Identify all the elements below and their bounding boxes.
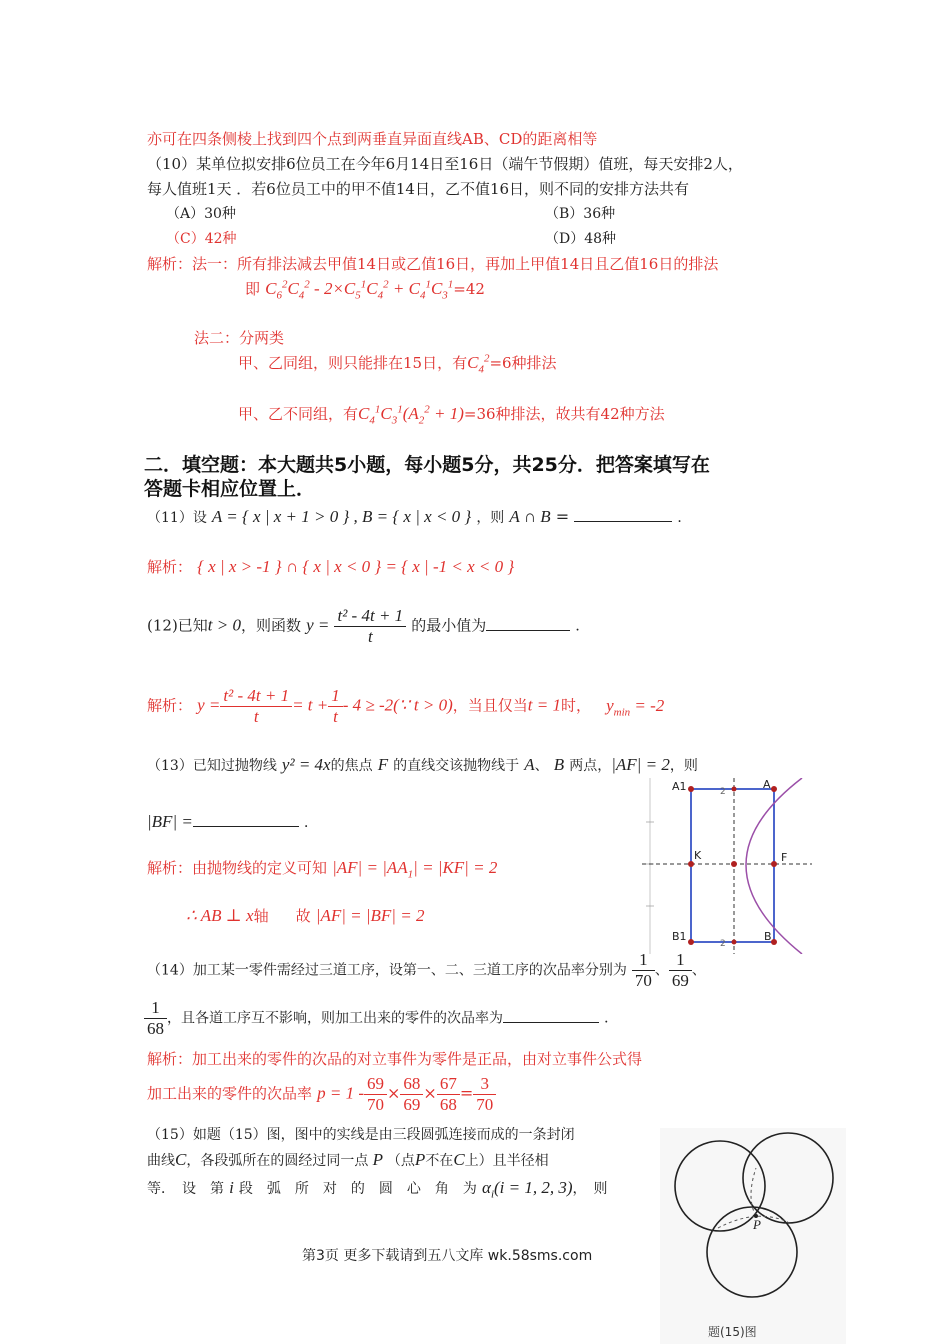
q10-case1: 甲、乙同组，则只能排在15日，有$C_4^2=6$种排法 [238, 352, 557, 376]
q12-solution: 解析： y = $\frac{\text{t² - 4t + 1}}{t}$ = t + $\frac{1}{t}$ - 4 ≥ -2(∵ t > 0)，当且仅当t = 1时， $y_{min} = -2$ [147, 686, 665, 726]
q10-option-c: （C）42种 [166, 231, 237, 247]
q11-stem: （11）设 A = { x | x + 1 > 0 } , B = { x | x < 0 } ，则 A ∩ B = ． [147, 507, 692, 526]
q13-solution-line2: ∴ AB ⊥ x轴 故 |AF| = |BF| = 2 [186, 906, 425, 925]
label-f: F [781, 851, 788, 864]
q13-solution-line1: 解析：由抛物线的定义可知 $|AF| = |AA_1| = |KF| = 2$ [147, 858, 498, 881]
q14-sol-line2-text: 加工出来的零件的次品率 [147, 1084, 313, 1103]
q11-solution: 解析： { x | x > -1 } ∩ { x | x < 0 } = { x | -1 < x < 0 } [147, 557, 515, 576]
label-b: B [764, 930, 772, 943]
q13-prefix: （13）已知过抛物线 [147, 758, 277, 774]
q14-line2-text: ，且各道工序互不影响，则加工出来的零件的次品率为 [167, 1010, 503, 1027]
q13-end: ． [303, 815, 318, 831]
q15-line2d: 不在 [425, 1153, 454, 1169]
q15-line3: 等． 设 第 i 段 弧 所 对 的 圆 心 角 为 $\alpha_i(i = 1$, 2, 3)， 则 [147, 1178, 608, 1201]
label-2-top: 2 [720, 787, 726, 797]
q11-end: ． [677, 510, 692, 526]
q11-prefix: （11）设 [147, 510, 207, 526]
q15-line2c: （点 [386, 1153, 415, 1169]
q13-stem: （13）已知过抛物线 y² = 4x的焦点 F 的直线交该抛物线于 A、 B 两点，|AF| = 2，则 [147, 755, 698, 774]
q15-line3c: ， 则 [572, 1181, 608, 1197]
q10-option-b: （B）36种 [545, 206, 616, 222]
q15-three-circles-figure [660, 1128, 846, 1344]
q15-line2a: 曲线 [147, 1153, 175, 1169]
q15-figure-caption: 题(15)图 [708, 1325, 757, 1339]
q12-sol-time: 时， [560, 696, 591, 715]
q11-then: ，则 [476, 510, 505, 526]
section2-heading-line1: 二．填空题：本大题共5小题，每小题5分，共25分．把答案填写在 [144, 454, 710, 476]
q12-sol-when: ，当且仅当 [452, 696, 528, 715]
label-a: A [763, 778, 771, 791]
q13-then: ，则 [669, 758, 698, 774]
q13-answer-blank[interactable] [193, 812, 299, 827]
q14-answer-blank[interactable] [503, 1008, 599, 1023]
q13-two-points: 两点， [569, 758, 612, 774]
q14-end: ． [604, 1010, 619, 1027]
q10-formula1: 即 $C_6^2C_4^2 - 2\times C_5^1C_4^2 + C_4^1C_3^1=42$ [245, 278, 485, 302]
q14-prefix: （14）加工某一零件需经过三道工序，设第一、二、三道工序的次品率分别为 [147, 962, 627, 979]
q10-solution-line1: 解析：法一：所有排法减去甲值14日或乙值16日，再加上甲值14日且乙值16日的排法 [147, 255, 719, 273]
q10-option-a: （A）30种 [166, 206, 236, 222]
q14-stem-line1: （14）加工某一零件需经过三道工序，设第一、二、三道工序的次品率分别为 $\frac{1}{70}$ 、 $\frac{1}{69}$ 、 [147, 950, 706, 990]
q13-gu: 故 [295, 907, 311, 925]
label-2-bottom: 2 [720, 939, 726, 949]
q15-line1: （15）如题（15）图，图中的实线是由三段圆弧连接而成的一条封闭 [147, 1127, 575, 1143]
q13-sol-text: 解析：由抛物线的定义可知 [147, 859, 328, 877]
q14-stem-line2: $\frac{1}{68}$ ，且各道工序互不影响，则加工出来的零件的次品率为 ． [144, 998, 618, 1038]
q10-case1-text: 甲、乙同组，则只能排在15日，有 [238, 354, 468, 372]
q12-stem: (12)已知t > 0，则函数 y = $\frac{\text{t² - 4t + 1}}{t}$ 的最小值为 ． [147, 606, 590, 646]
q10-case2: 甲、乙不同组，有$C_4^1C_3^1(A_2^2 + 1)=36$种排法，故共有42种方法 [238, 403, 665, 427]
q11-answer-blank[interactable] [574, 507, 672, 522]
q15-line2e: 上）且半径相 [464, 1153, 549, 1169]
q13-focus-text: 的焦点 [330, 758, 373, 774]
q10-stem-line2: 每人值班1天 ．若6位员工中的甲不值14日，乙不值16日，则不同的安排方法共有 [147, 180, 690, 198]
q15-line3b: 段 弧 所 对 的 圆 心 角 为 [238, 1181, 477, 1197]
point-p-label: P [753, 1217, 761, 1232]
q13-sep: 、 [534, 758, 549, 774]
q12-sol-label: 解析： [147, 696, 193, 715]
q12-prefix: (12)已知 [147, 616, 208, 635]
intro-note: 亦可在四条侧棱上找到四个点到两垂直异面直线AB、CD的距离相等 [147, 130, 598, 148]
q10-result: =42 [453, 280, 485, 298]
label-a1: A1 [672, 780, 687, 793]
q12-end: ． [575, 618, 590, 635]
q13-line-text: 的直线交该抛物线于 [393, 758, 520, 774]
label-b1: B1 [672, 930, 687, 943]
q14-sep1: 、 [654, 962, 669, 979]
q15-line2: 曲线C，各段弧所在的圆经过同一点 P （点P不在C上）且半径相 [147, 1150, 549, 1169]
q13-axis-text: 轴 [253, 907, 269, 925]
q15-line3a: 等． 设 第 [147, 1181, 224, 1197]
q13-parabola-figure [642, 778, 812, 954]
q14-solution-line1: 解析：加工出来的零件的次品的对立事件为零件是正品，由对立事件公式得 [147, 1050, 643, 1068]
section2-heading-line2: 答题卡相应位置上． [144, 478, 316, 500]
q13-answer-line: |BF| = ． [147, 812, 318, 831]
q12-answer-blank[interactable] [486, 616, 570, 631]
q11-sol-label: 解析： [147, 558, 193, 576]
q10-method2: 法二：分两类 [194, 329, 285, 347]
q10-case1-count: =6种排法 [489, 354, 557, 372]
q15-line2b: ，各段弧所在的圆经过同一点 [186, 1153, 369, 1169]
q14-solution-line2: 加工出来的零件的次品率 p = 1 - $\frac{69}{70}$ × $\frac{68}{69}$ × $\frac{67}{68}$ = $\frac{3}{70}$ [147, 1074, 496, 1114]
q12-suffix: 的最小值为 [411, 616, 487, 635]
q10-option-d: （D）48种 [545, 231, 617, 247]
label-k: K [694, 849, 702, 862]
q10-stem-line1: （10）某单位拟安排6位员工在今年6月14日至16日（端午节假期）值班，每天安排2人， [147, 155, 743, 173]
q14-sep2: 、 [691, 962, 706, 979]
q10-ji: 即 [245, 280, 261, 298]
page-footer: 第3页 更多下载请到五八文库 wk.58sms.com [302, 1248, 593, 1264]
q12-mid: ，则函数 [241, 616, 302, 635]
q10-case2-count: =36种排法，故共有42种方法 [463, 405, 665, 423]
q10-case2-text: 甲、乙不同组，有 [238, 405, 359, 423]
